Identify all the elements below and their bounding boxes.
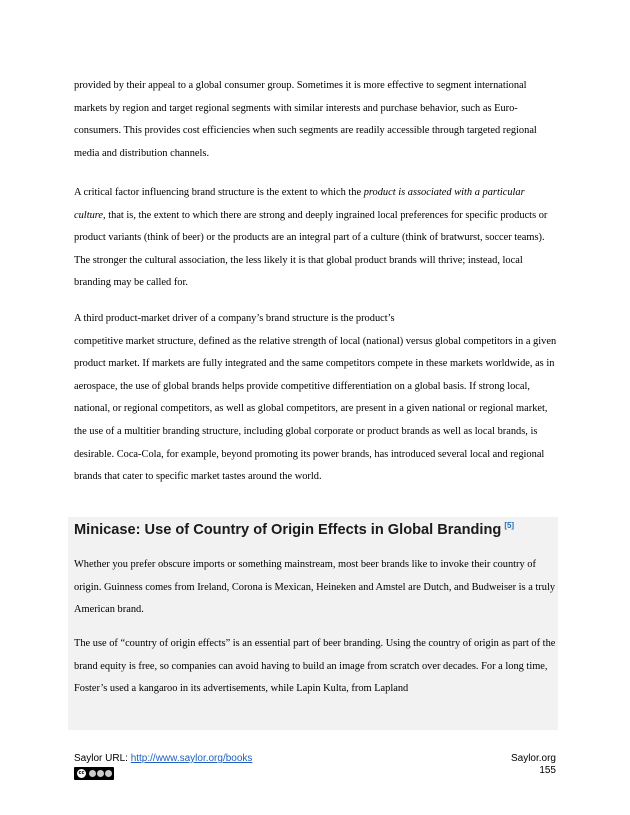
creative-commons-license-icon bbox=[74, 767, 114, 780]
footer-source-label: Saylor URL: bbox=[74, 753, 131, 764]
paragraph-3 bbox=[74, 308, 558, 489]
footer-site bbox=[511, 753, 556, 777]
minicase-paragraph-1 bbox=[74, 554, 558, 622]
cc-license-terms-icon bbox=[89, 770, 112, 777]
footer-source bbox=[74, 753, 252, 765]
paragraph-2 bbox=[74, 182, 558, 295]
minicase-paragraph-1-text: Whether you prefer obscure imports or something mainstream, most beer brands like to invoke their country of origin. Guinness comes from Ireland, Corona is Mexican, Heineken and Amstel are Dutch, and Budweiser is a truly American brand. bbox=[74, 559, 556, 616]
paragraph-2-text-a: A critical factor influencing brand structure is the extent to which the bbox=[74, 187, 364, 198]
footnote-link[interactable]: [5] bbox=[504, 521, 515, 530]
cc-icon: cc bbox=[76, 768, 87, 779]
minicase-paragraph-2 bbox=[74, 633, 558, 701]
paragraph-1 bbox=[74, 75, 558, 165]
paragraph-2-emphasis: product is associated with a particular culture bbox=[74, 187, 525, 221]
minicase-title-text: Minicase: Use of Country of Origin Effects in Global Branding bbox=[74, 522, 502, 538]
paragraph-1-text: provided by their appeal to a global consumer group. Sometimes it is more effective to segment international markets by region and target regional segments with similar interests and purchase behavior, such as Euro-consumers. This provides cost efficiencies when such segments are readily accessible through targeted regional media and distribution channels. bbox=[74, 80, 537, 159]
minicase-paragraph-2-text: The use of “country of origin effects” is an essential part of beer branding. Using the country of origin as part of the brand equity is free, so companies can avoid having to build an image from scratch over decades. For a long time, Foster’s used a kangaroo in its advertisements, while Lapin Kulta, from Lapland bbox=[74, 638, 556, 695]
paragraph-2-text-b: , that is, the extent to which there are strong and deeply ingrained local preferences for specific products or product variants (think of beer) or the products are an integral part of a culture (think of bratwurst, soccer teams). The stronger the cultural association, the less likely it is that global product brands will thrive; instead, local branding may be called for. bbox=[74, 209, 548, 289]
page-number: 155 bbox=[539, 765, 556, 776]
minicase-title bbox=[74, 515, 514, 541]
footer-site-name: Saylor.org bbox=[510, 753, 556, 764]
footer-source-link[interactable]: http://www.saylor.org/books bbox=[130, 753, 253, 764]
paragraph-3-text: competitive market structure, defined as the relative strength of local (national) versus global competitors in a given product market. If markets are fully integrated and the same competitors compete in these markets worldwide, as in aerospace, the use of global brands helps provide competitive differentiation on a global basis. If strong local, national, or regional competitors, as well as global competitors, are present in a given national or regional market, the use of a multitier branding structure, including global corporate or product brands as well as local brands, is desirable. Coca-Cola, for example, beyond promoting its power brands, has introduced several local and regional brands that cater to specific market tastes around the world. bbox=[74, 335, 557, 483]
paragraph-3-line-1: A third product-market driver of a company’s brand structure is the product’s bbox=[74, 313, 395, 324]
